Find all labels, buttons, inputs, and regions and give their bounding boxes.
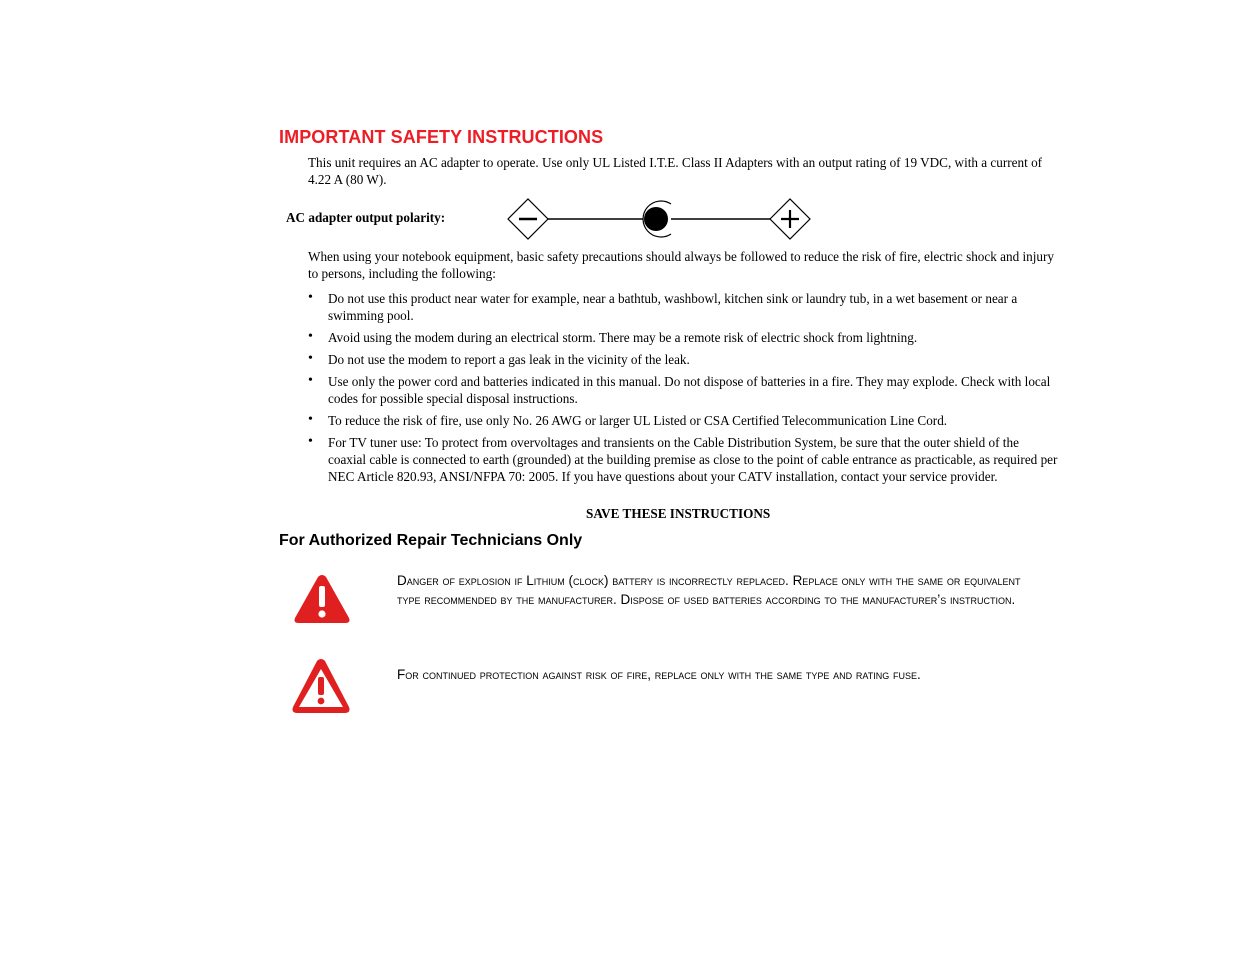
section-heading: For Authorized Repair Technicians Only: [279, 532, 583, 549]
list-item: [308, 412, 1060, 429]
warning-triangle-icon: [293, 574, 351, 624]
list-item: [308, 290, 1060, 324]
list-item: [308, 329, 1060, 346]
bullet-icon: •: [308, 329, 313, 344]
bullet-icon: •: [308, 373, 313, 388]
list-item-text: Do not use the modem to report a gas leak in the vicinity of the leak.: [328, 352, 690, 367]
polarity-diagram: [505, 196, 815, 242]
polarity-label: AC adapter output polarity:: [286, 210, 446, 225]
fuse-replacement-warning: For continued protection against risk of fire, replace only with the same type and rating fuse.: [397, 667, 921, 682]
list-item-text: Do not use this product near water for example, near a bathtub, washbowl, kitchen sink or laundry tub, in a wet basement or near a swimming pool.: [328, 291, 1018, 323]
lithium-battery-warning: Danger of explosion if Lithium (clock) battery is incorrectly replaced. Replace only with the same or equivalent type recommended by the manufacturer. Dispose of used batteries according to the manufacturer’s instruction.: [397, 573, 1021, 607]
plus-terminal-icon: [770, 199, 810, 239]
safety-precautions-intro: When using your notebook equipment, basic safety precautions should always be followed to reduce the risk of fire, electric shock and injury to persons, including the following:: [308, 249, 1054, 281]
bullet-icon: •: [308, 351, 313, 366]
save-instructions-label: SAVE THESE INSTRUCTIONS: [586, 506, 771, 521]
page-title: IMPORTANT SAFETY INSTRUCTIONS: [279, 127, 604, 147]
list-item-text: For TV tuner use: To protect from overvoltages and transients on the Cable Distribution System, be sure that the outer shield of the coaxial cable is connected to earth (grounded) at the building premise as close to the point of cable entrance as practicable, as required per NEC Article 820.93, ANSI/NFPA 70: 2005. If you have questions about your CATV installation, contact your service provider.: [328, 435, 1058, 484]
bullet-icon: •: [308, 412, 313, 427]
list-item-text: Avoid using the modem during an electrical storm. There may be a remote risk of electric shock from lightning.: [328, 330, 918, 345]
bullet-icon: •: [308, 434, 313, 449]
minus-terminal-icon: [508, 199, 548, 239]
list-item: [308, 434, 1060, 485]
safety-list: [308, 290, 1060, 490]
center-pin-icon: [643, 201, 671, 237]
list-item-text: To reduce the risk of fire, use only No. 26 AWG or larger UL Listed or CSA Certified Telecommunication Line Cord.: [328, 413, 948, 428]
list-item-text: Use only the power cord and batteries indicated in this manual. Do not dispose of batteries in a fire. They may explode. Check with local codes for possible special disposal instructions.: [328, 374, 1051, 406]
bullet-icon: •: [308, 290, 313, 305]
list-item: [308, 373, 1060, 407]
ac-adapter-requirement-text: This unit requires an AC adapter to operate. Use only UL Listed I.T.E. Class II Adapters with an output rating of 19 VDC, with a current of 4.22 A (80 W).: [308, 155, 1043, 187]
warning-triangle-outline-icon: [291, 658, 351, 714]
list-item: [308, 351, 1060, 368]
